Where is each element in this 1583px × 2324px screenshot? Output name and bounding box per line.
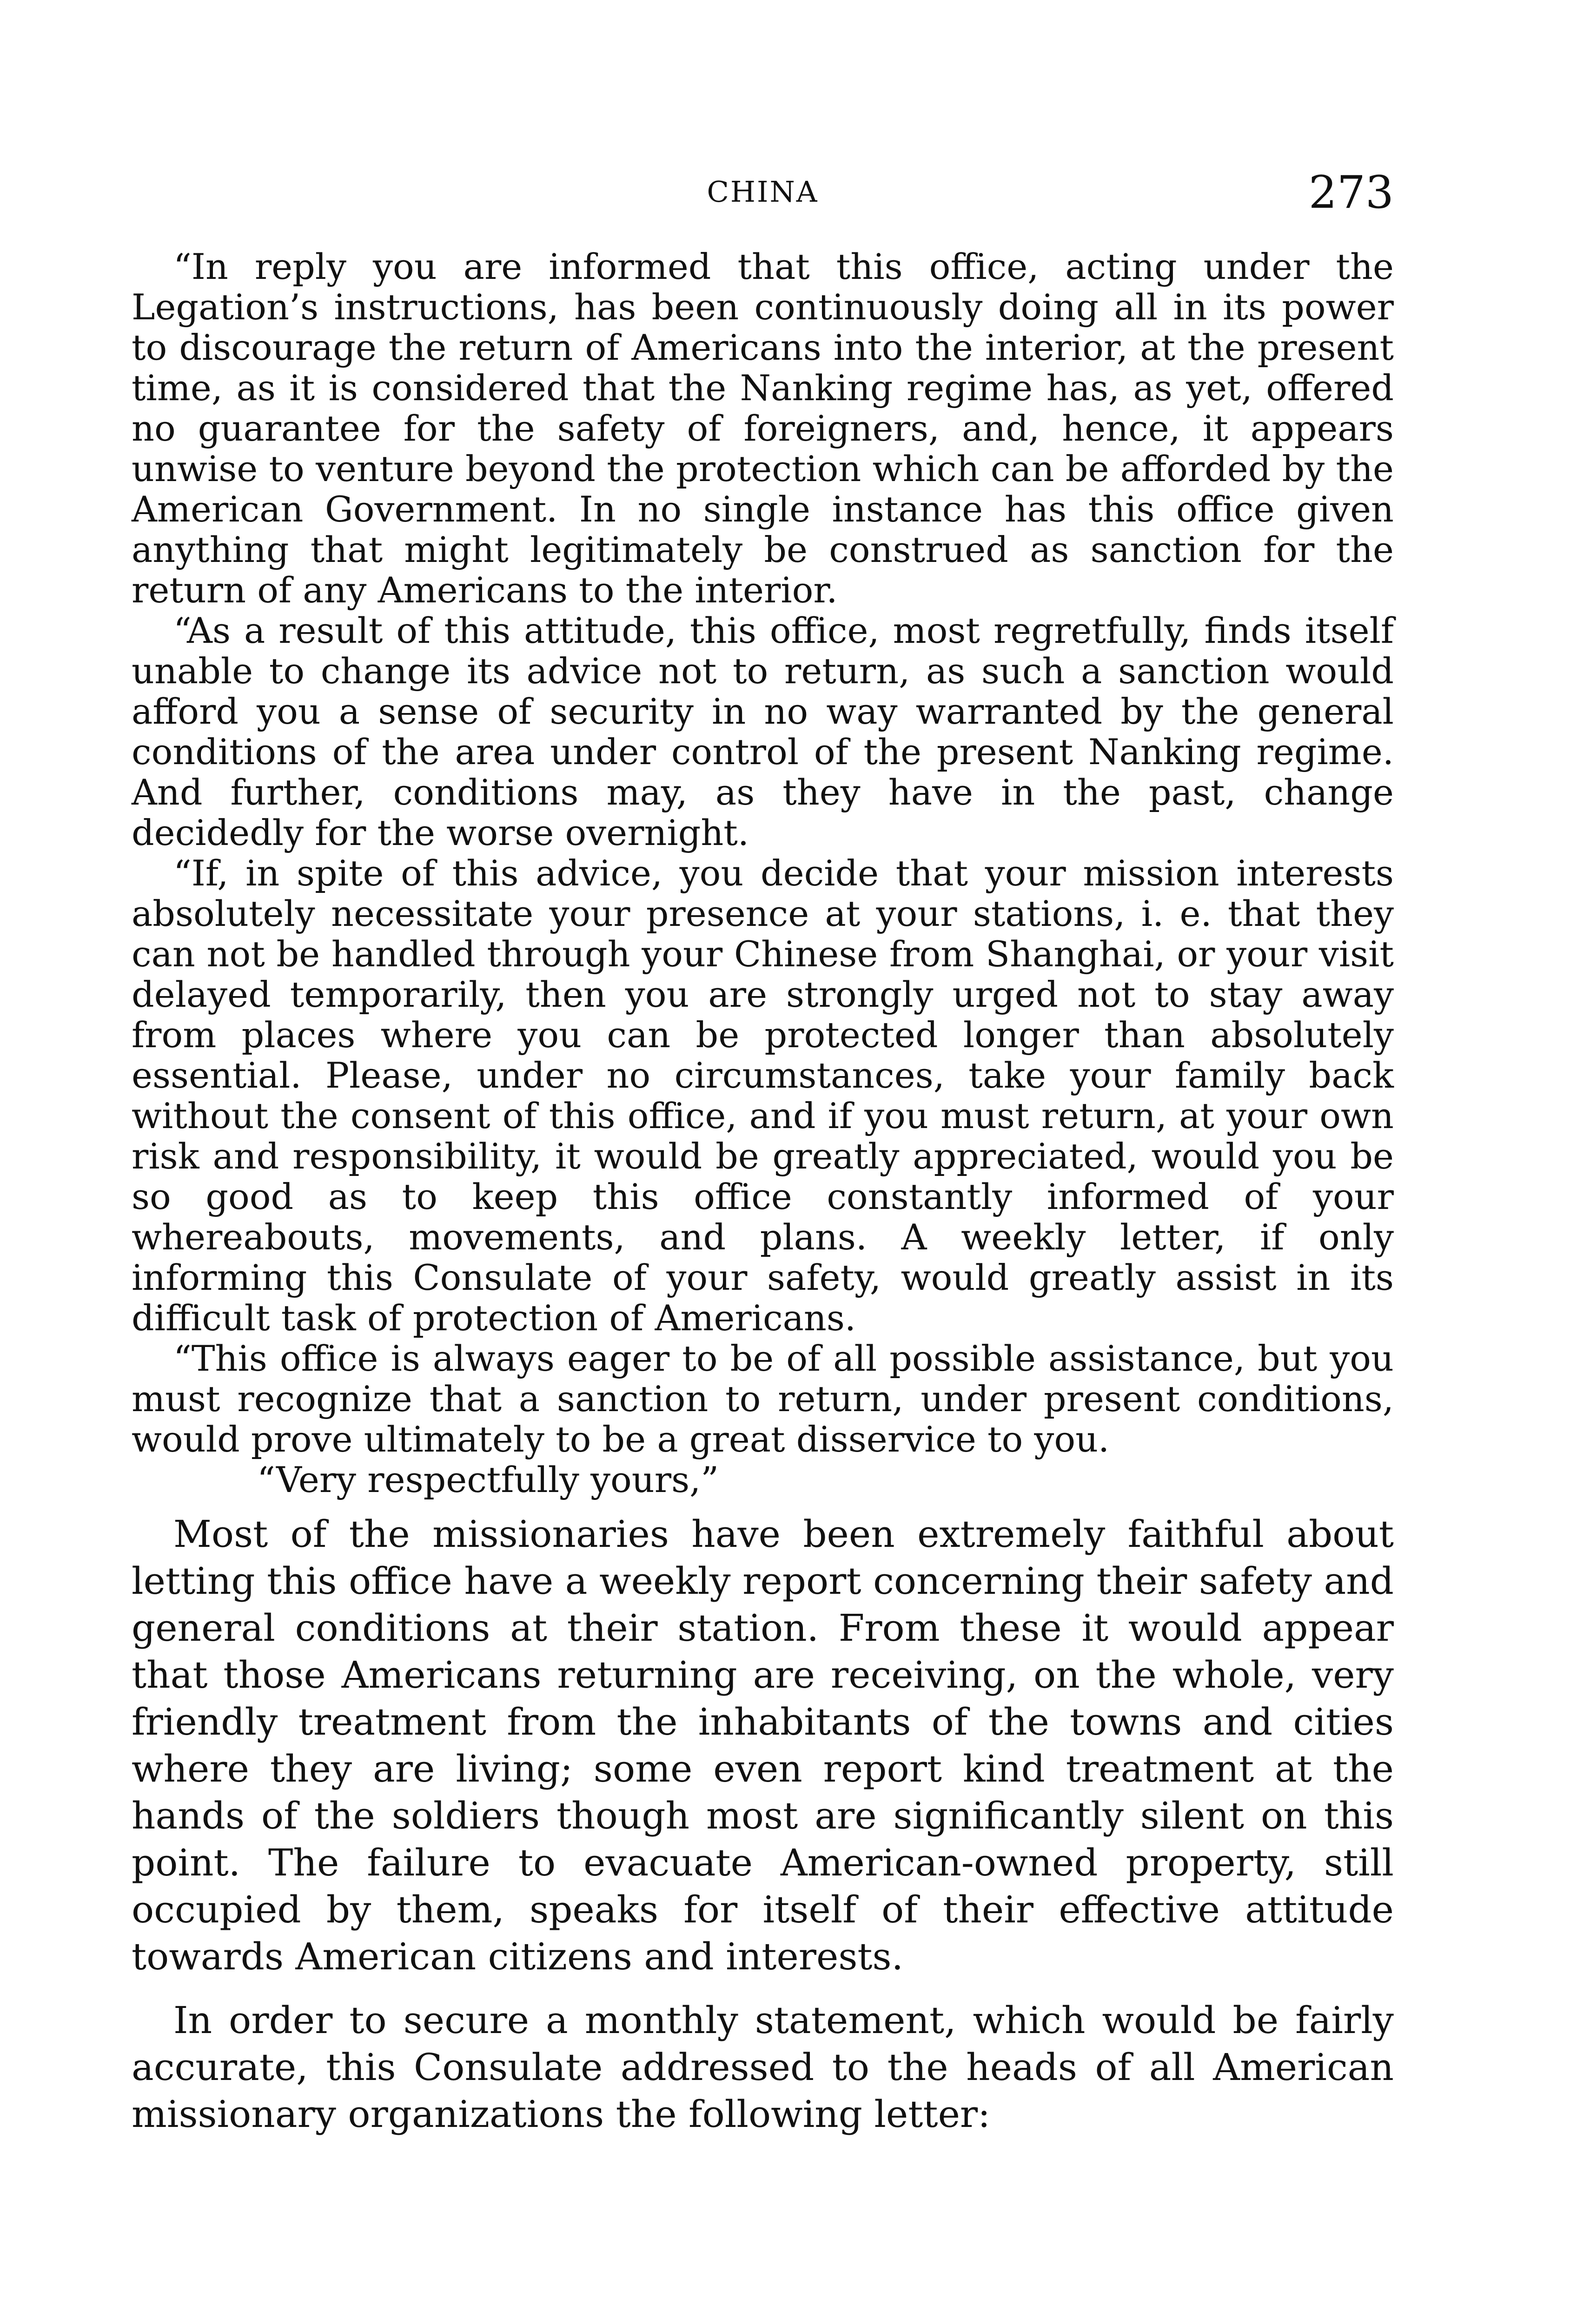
- letter-closing: “Very respectfully yours,”: [257, 1459, 719, 1500]
- page-number: 273: [1308, 166, 1394, 218]
- letter-paragraph-3: “If, in spite of this advice, you decide that your mission interests absolutely necessitate your presence at your stations, i. e. that they can not be handled through your Chinese from Shanghai, or your visit delayed temporarily, then you are strongly urged not to stay away from places where you can be protected longer than absolutely essential. Please, under no circumstances, take your family back without the consent of this office, and if you must return, at your own risk and responsibility, it would be greatly appreciated, would you be so good as to keep this office constantly informed of your whereabouts, movements, and plans. A weekly letter, if only informing this Consulate of your safety, would greatly assist in its difficult task of protection of Americans.: [132, 852, 1394, 1339]
- quoted-letter: [132, 246, 1394, 1500]
- letter-paragraph-4: “This office is always eager to be of all possible assistance, but you must recognize that a sanction to return, under present conditions, would prove ultimately to be a great disservice to you.: [132, 1338, 1394, 1460]
- letter-paragraph-2: “As a result of this attitude, this office, most regretfully, finds itself unable to change its advice not to return, as such a sanction would afford you a sense of security in no way warranted by the general conditions of the area under control of the present Nanking regime. And further, conditions may, as they have in the past, change decidedly for the worse overnight.: [132, 610, 1394, 853]
- body-paragraph-2: In order to secure a monthly statement, which would be fairly accurate, this Consulate addressed to the heads of all American missionary organizations the following letter:: [132, 1999, 1394, 2136]
- body-paragraph-1: Most of the missionaries have been extremely faithful about letting this office have a weekly report concerning their safety and general conditions at their station. From these it would appear that those Americans returning are receiving, on the whole, very friendly treatment from the inhabitants of the towns and cities where they are living; some even report kind treatment at the hands of the soldiers though most are significantly silent on this point. The failure to evacuate American-owned property, still occupied by them, speaks for itself of their effective attitude towards American citizens and interests.: [132, 1512, 1394, 1978]
- running-head: [132, 166, 1394, 218]
- running-head-title: CHINA: [707, 175, 819, 209]
- body-text: [132, 1511, 1394, 2154]
- letter-paragraph-1: “In reply you are informed that this office, acting under the Legation’s instructions, has been continuously doing all in its power to discourage the return of Americans into the interior, at the present time, as it is considered that the Nanking regime has, as yet, offered no guarantee for the safety of foreigners, and, hence, it appears unwise to venture beyond the protection which can be afforded by the American Government. In no single instance has this office given anything that might legitimately be construed as sanction for the return of any Americans to the interior.: [132, 246, 1394, 611]
